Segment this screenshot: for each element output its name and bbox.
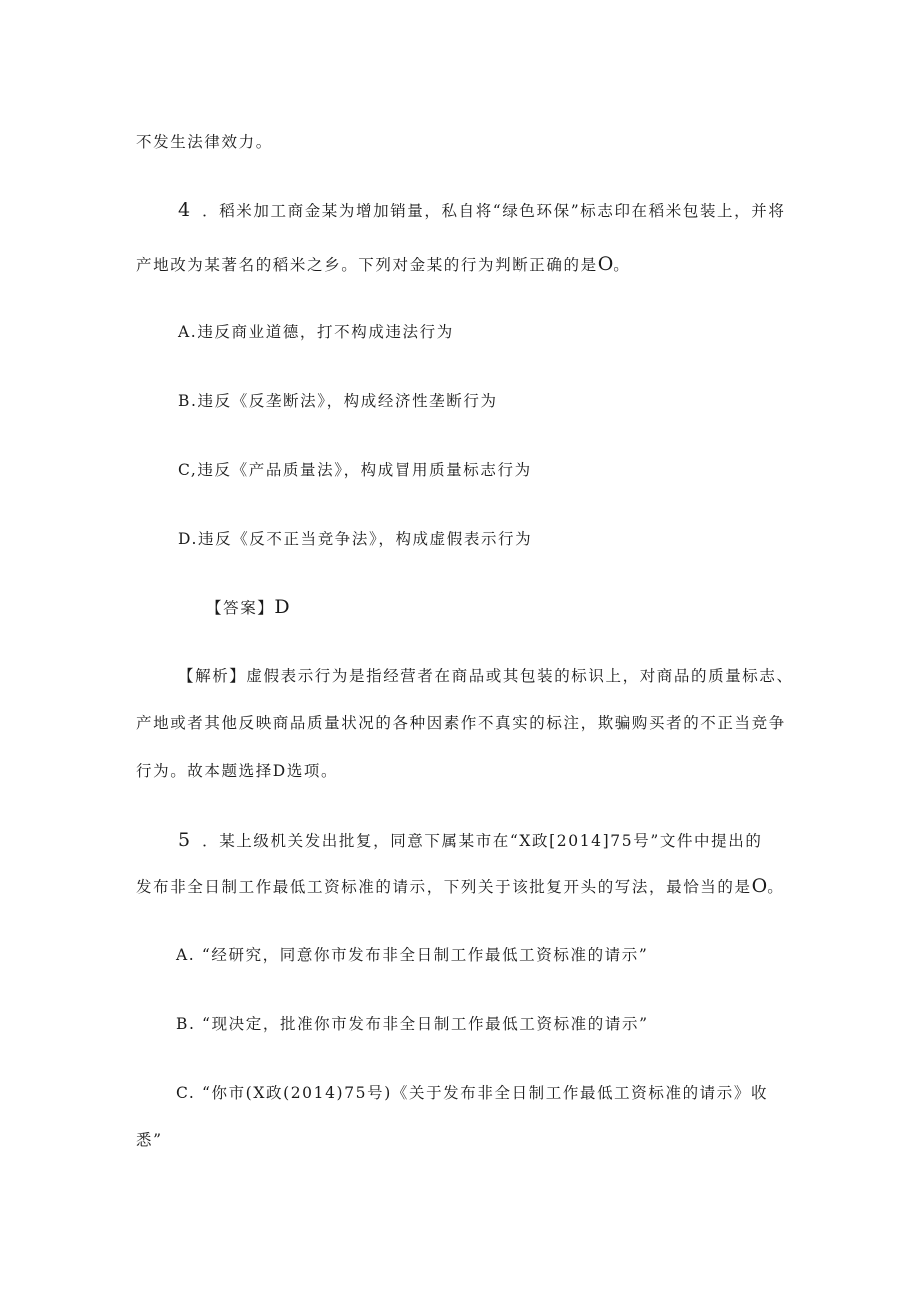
option-c: C. “你市(X政(2014)75号)《关于发布非全日制工作最低工资标准的请示》收 (176, 1084, 769, 1102)
option-c-continuation: 悉” (136, 1131, 163, 1149)
question-4-stem-line-2 (136, 254, 630, 275)
question-number: 4 (178, 199, 191, 221)
text-line: 不发生法律效力。 (136, 133, 273, 151)
option-b: B. “现决定，批准你市发布非全日制工作最低工资标准的请示” (176, 1015, 649, 1033)
question-text-end: 。 (767, 878, 785, 896)
option-c: C,违反《产品质量法》，构成冒用质量标志行为 (178, 461, 532, 479)
question-5-stem-line-1 (178, 830, 762, 851)
option-b: B.违反《反垄断法》，构成经济性垄断行为 (178, 392, 498, 410)
question-text: ．某上级机关发出批复，同意下属某市在“X政[2014]75号”文件中提出的 (202, 832, 763, 850)
option-a: A.违反商业道德，打不构成违法行为 (178, 323, 454, 341)
answer-value: D (274, 596, 290, 618)
option-a: A. “经研究，同意你市发布非全日制工作最低工资标准的请示” (176, 946, 649, 964)
analysis-line-3: 行为。故本题选择D选项。 (136, 762, 339, 780)
answer-label: 【答案】 (206, 599, 275, 617)
answer-line (206, 597, 290, 618)
analysis-line-2: 产地或者其他反映商品质量状况的各种因素作不真实的标注，欺骗购买者的不正当竞争 (136, 714, 786, 732)
question-4-stem-line-1 (178, 200, 785, 221)
question-number: 5 (178, 829, 191, 851)
analysis-line-1: 【解析】虚假表示行为是指经营者在商品或其包装的标识上，对商品的质量标志、 (178, 667, 794, 685)
question-5-stem-line-2 (136, 876, 784, 897)
answer-blank: O (597, 253, 614, 275)
question-text: 发布非全日制工作最低工资标准的请示，下列关于该批复开头的写法，最恰当的是 (136, 878, 752, 896)
option-d: D.违反《反不正当竞争法》，构成虚假表示行为 (178, 530, 533, 548)
question-text: ．稻米加工商金某为增加销量，私自将“绿色环保”标志印在稻米包装上，并将 (202, 202, 786, 220)
question-text-end: 。 (613, 256, 631, 274)
answer-blank: O (751, 875, 768, 897)
question-text: 产地改为某著名的稻米之乡。下列对金某的行为判断正确的是 (136, 256, 598, 274)
